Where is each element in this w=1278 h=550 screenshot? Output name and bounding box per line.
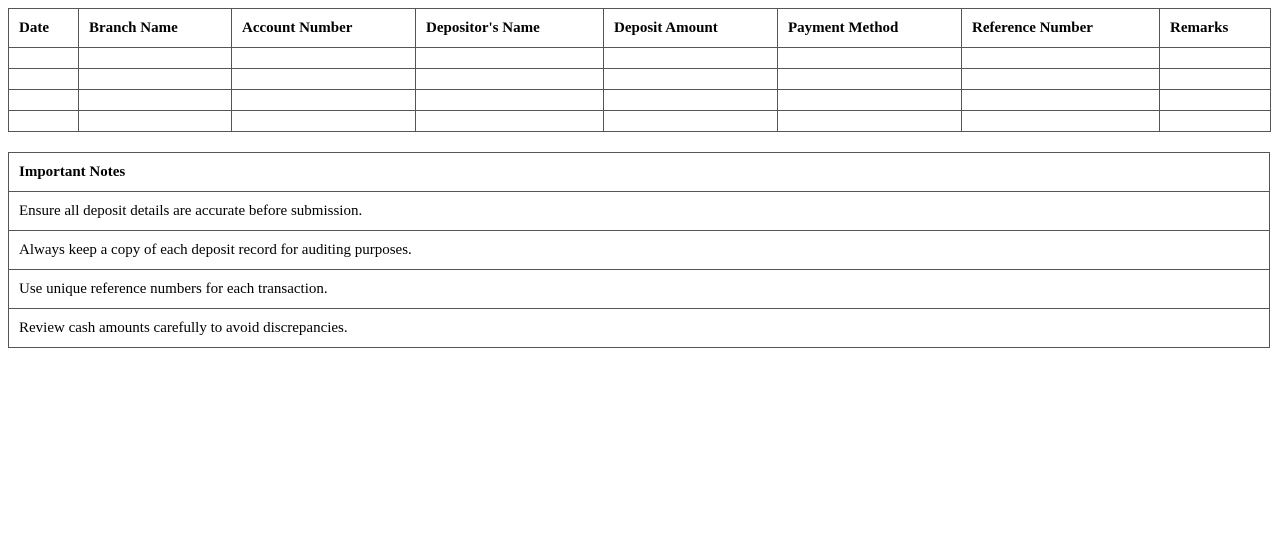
note-row — [9, 309, 1270, 348]
table-cell[interactable] — [79, 90, 232, 111]
note-row — [9, 231, 1270, 270]
deposit-record-table — [8, 8, 1271, 132]
table-cell[interactable] — [604, 90, 778, 111]
notes-header-row — [9, 153, 1270, 192]
table-header-row — [9, 9, 1271, 48]
note-row — [9, 192, 1270, 231]
table-cell[interactable] — [9, 69, 79, 90]
note-item: Use unique reference numbers for each transaction. — [9, 270, 1270, 309]
column-header-depositors-name: Depositor's Name — [416, 9, 604, 48]
table-cell[interactable] — [232, 48, 416, 69]
table-cell[interactable] — [9, 48, 79, 69]
table-cell[interactable] — [962, 48, 1160, 69]
table-cell[interactable] — [962, 90, 1160, 111]
column-header-account-number: Account Number — [232, 9, 416, 48]
table-cell[interactable] — [962, 111, 1160, 132]
table-cell[interactable] — [79, 48, 232, 69]
note-row — [9, 270, 1270, 309]
column-header-branch-name: Branch Name — [79, 9, 232, 48]
table-cell[interactable] — [416, 111, 604, 132]
table-cell[interactable] — [604, 48, 778, 69]
notes-heading: Important Notes — [9, 153, 1270, 192]
note-item: Ensure all deposit details are accurate before submission. — [9, 192, 1270, 231]
table-row — [9, 48, 1271, 69]
table-cell[interactable] — [962, 69, 1160, 90]
table-row — [9, 111, 1271, 132]
table-cell[interactable] — [778, 48, 962, 69]
table-row — [9, 69, 1271, 90]
table-cell[interactable] — [778, 69, 962, 90]
table-cell[interactable] — [778, 90, 962, 111]
table-cell[interactable] — [9, 111, 79, 132]
table-cell[interactable] — [232, 111, 416, 132]
table-cell[interactable] — [232, 90, 416, 111]
table-cell[interactable] — [79, 69, 232, 90]
table-cell[interactable] — [416, 69, 604, 90]
column-header-reference-number: Reference Number — [962, 9, 1160, 48]
important-notes-table — [8, 152, 1270, 348]
column-header-remarks: Remarks — [1160, 9, 1271, 48]
column-header-date: Date — [9, 9, 79, 48]
note-item: Review cash amounts carefully to avoid discrepancies. — [9, 309, 1270, 348]
table-cell[interactable] — [1160, 69, 1271, 90]
column-header-payment-method: Payment Method — [778, 9, 962, 48]
table-cell[interactable] — [1160, 90, 1271, 111]
table-cell[interactable] — [232, 69, 416, 90]
table-cell[interactable] — [79, 111, 232, 132]
table-cell[interactable] — [778, 111, 962, 132]
table-row — [9, 90, 1271, 111]
table-cell[interactable] — [604, 111, 778, 132]
table-cell[interactable] — [1160, 48, 1271, 69]
table-cell[interactable] — [9, 90, 79, 111]
table-cell[interactable] — [1160, 111, 1271, 132]
table-cell[interactable] — [416, 90, 604, 111]
table-cell[interactable] — [416, 48, 604, 69]
table-cell[interactable] — [604, 69, 778, 90]
column-header-deposit-amount: Deposit Amount — [604, 9, 778, 48]
note-item: Always keep a copy of each deposit record for auditing purposes. — [9, 231, 1270, 270]
